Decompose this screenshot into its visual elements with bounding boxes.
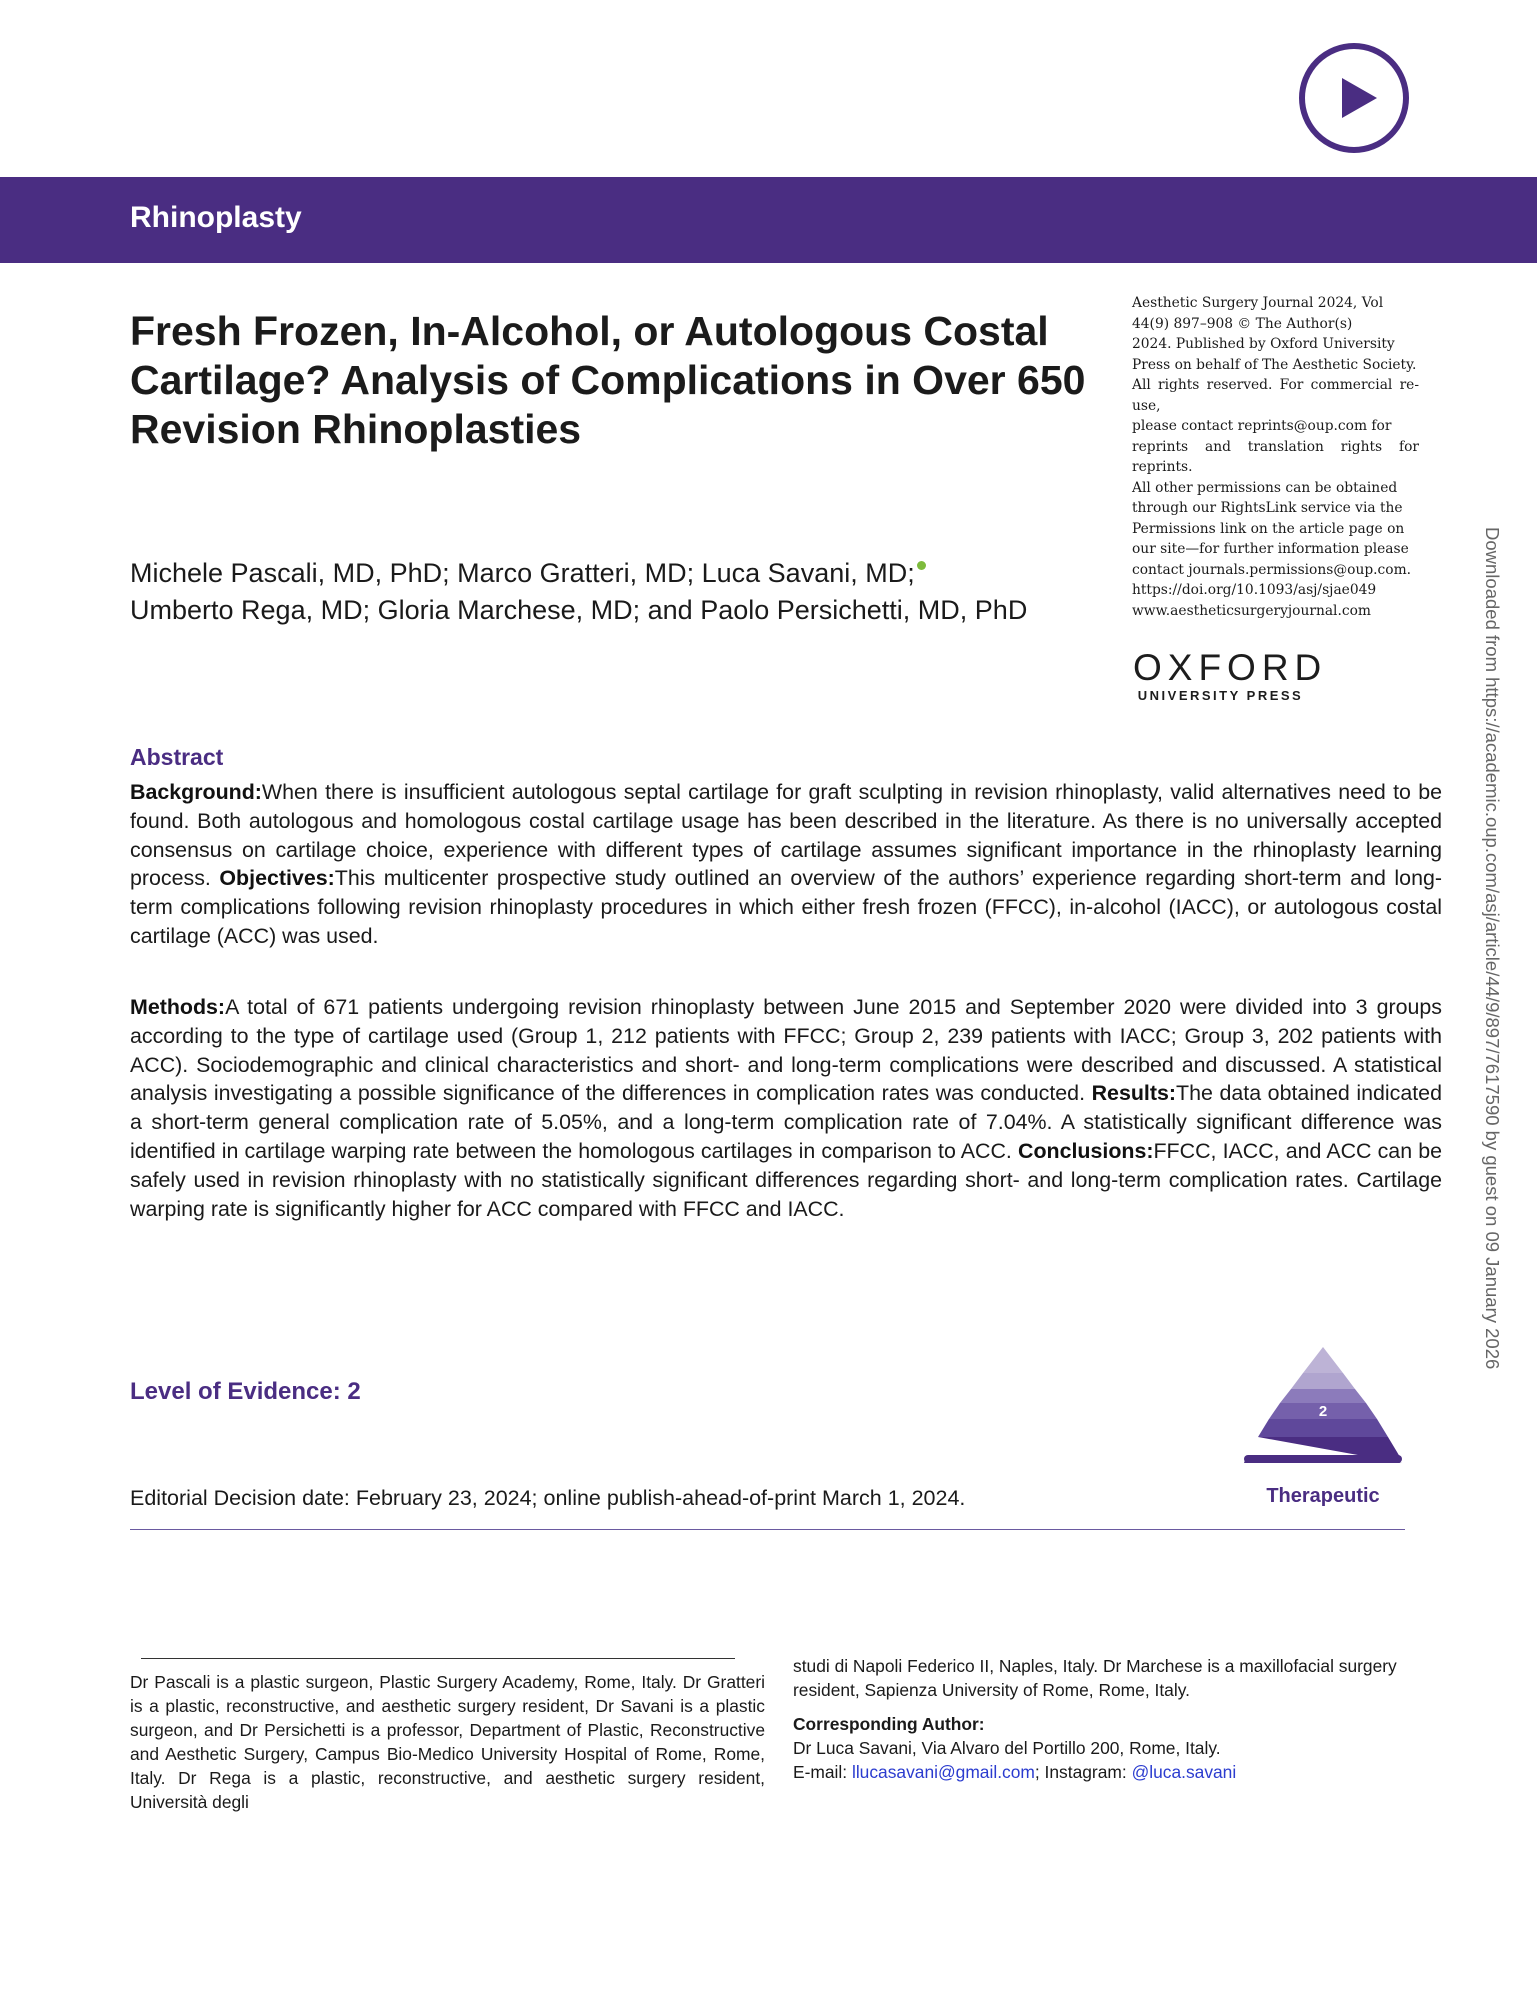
author-list <box>130 555 1027 629</box>
journal-meta-line: please contact reprints@oup.com for <box>1132 418 1392 434</box>
level-of-evidence: Level of Evidence: 2 <box>130 1378 361 1405</box>
abstract-paragraph-1 <box>130 778 1442 951</box>
oxford-logo <box>1133 647 1328 704</box>
orcid-icon[interactable] <box>917 561 926 570</box>
methods-label: Methods: <box>130 995 226 1019</box>
journal-meta-line: All other permissions can be obtained <box>1132 479 1398 496</box>
journal-meta-line: www.aestheticsurgeryjournal.com <box>1132 602 1371 619</box>
email-label: E-mail: <box>793 1762 848 1782</box>
results-text: The data obtained indicated a short-term general complication rate of 5.05%, and a long-term complication rate of 7.04%. A statistically significant difference was identified in cartilage warping rate between the homologous cartilages in comparison to ACC. <box>130 1081 1442 1163</box>
contact-line <box>793 1760 1433 1784</box>
editorial-dates: Editorial Decision date: February 23, 2024; online publish-ahead-of-print March 1, 2024. <box>130 1486 966 1510</box>
abstract-heading: Abstract <box>130 744 224 770</box>
journal-meta-line: Permissions link on the article page on <box>1132 520 1405 537</box>
journal-meta-line: 44(9) 897–908 © The Author(s) <box>1132 315 1353 332</box>
article-title: Fresh Frozen, In-Alcohol, or Autologous Costal Cartilage? Analysis of Complications in Over 650 Revision Rhinoplasties <box>130 308 1086 452</box>
background-text: When there is insufficient autologous septal cartilage for graft sculpting in revision rhinoplasty, valid alternatives need to be found. Both autologous and homologous costal cartilage usage has been described in the literature. As there is no universally accepted consensus on cartilage choice, experience with different types of cartilage assumes significant importance in the rhinoplasty learning process. <box>130 780 1442 891</box>
journal-meta-line: https://doi.org/10.1093/asj/sjae049 <box>1132 582 1377 598</box>
background-label: Background: <box>130 780 262 804</box>
journal-meta-line: our site—for further information please <box>1132 541 1409 557</box>
journal-meta-line: Aesthetic Surgery Journal 2024, Vol <box>1132 295 1384 311</box>
play-circle-icon[interactable] <box>1297 41 1411 155</box>
section-label: Rhinoplasty <box>130 201 302 234</box>
conclusions-text: FFCC, IACC, and ACC can be safely used in revision rhinoplasty with no statistically significant differences regarding short- and long-term complication rates. Cartilage warping rate is significantly higher for ACC compared with FFCC and IACC. <box>130 1138 1443 1221</box>
divider <box>130 1529 1405 1530</box>
conclusions-label: Conclusions: <box>1018 1138 1154 1163</box>
journal-meta-line: 2024. Published by Oxford University <box>1132 336 1395 352</box>
publisher-name: OXFORD <box>1133 647 1328 688</box>
instagram-label: ; Instagram: <box>1034 1762 1127 1782</box>
journal-meta-line: Press on behalf of The Aesthetic Society. <box>1132 356 1417 373</box>
journal-meta-line: through our RightsLink service via the <box>1132 500 1403 516</box>
objectives-text: This multicenter prospective study outlined an overview of the authors’ experience regarding short-term and long-term complications following revision rhinoplasty procedures in which either fresh frozen (FFCC), in-alcohol (IACC), or autologous costal cartilage (ACC) was used. <box>130 866 1442 948</box>
pyramid-tier-5 <box>1303 1347 1343 1373</box>
publisher-sub: UNIVERSITY PRESS <box>1137 688 1304 703</box>
pyramid-tier-2 <box>1258 1419 1388 1437</box>
pyramid-tier-4 <box>1280 1389 1366 1403</box>
journal-meta-line: All rights reserved. For commercial re-use, <box>1132 377 1419 414</box>
pyramid-level-text: 2 <box>1318 1403 1328 1420</box>
pyramid-caption: Therapeutic <box>1266 1485 1380 1507</box>
authors-line-2: Umberto Rega, MD; Gloria Marchese, MD; and Paolo Persichetti, MD, PhD <box>130 595 1028 625</box>
affiliations: Dr Pascali is a plastic surgeon, Plastic Surgery Academy, Rome, Italy. Dr Gratteri is a plastic, reconstructive, and aesthetic surgery resident, Dr Savani is a plastic surgeon, and Dr Persichetti is a professor, Department of Plastic, Reconstructive and Aesthetic Surgery, Campus Bio-Medico University Hospital of Rome, Rome, Italy. Dr Rega is a plastic, reconstructive, and aesthetic surgery resident, Università degli <box>130 1672 765 1812</box>
download-note-text: Downloaded from https://academic.oup.com/asj/article/44/9/897/7617590 by guest on 09 January 2026 <box>1482 527 1503 1370</box>
journal-meta-line: reprints and translation rights for reprints. <box>1132 438 1419 475</box>
instagram-link[interactable]: @luca.savani <box>1131 1762 1237 1782</box>
corresponding-heading: Corresponding Author: <box>793 1714 985 1734</box>
download-note <box>1477 527 1507 1477</box>
email-link[interactable]: llucasavani@gmail.com <box>851 1762 1035 1782</box>
methods-text: A total of 671 patients undergoing revision rhinoplasty between June 2015 and September 2020 were divided into 3 groups according to the type of cartilage used (Group 1, 212 patients with FFCC; Group 2, 239 patients with IACC; Group 3, 202 patients with ACC). Sociodemographic and clinical characteristics and short- and long-term complications were described and discussed. A statistical analysis investigating a possible significance of the differences in complication rates was conducted. <box>130 995 1442 1106</box>
footnote-rule <box>141 1658 735 1659</box>
footnote-right-column <box>793 1654 1433 1784</box>
results-label: Results: <box>1091 1081 1177 1106</box>
journal-meta-line: contact journals.permissions@oup.com. <box>1132 561 1412 578</box>
objectives-label: Objectives: <box>219 866 335 891</box>
corresponding-address: Dr Luca Savani, Via Alvaro del Portillo 200, Rome, Italy. <box>793 1738 1221 1758</box>
abstract-paragraph-2 <box>130 993 1442 1223</box>
pyramid-tier-5b <box>1291 1373 1355 1389</box>
evidence-pyramid-icon <box>1240 1345 1406 1523</box>
authors-line-1: Michele Pascali, MD, PhD; Marco Gratteri, MD; Luca Savani, MD; <box>130 558 915 588</box>
journal-meta <box>1132 293 1419 621</box>
affiliations-cont: studi di Napoli Federico II, Naples, Italy. Dr Marchese is a maxillofacial surgery resident, Sapienza University of Rome, Rome, Italy. <box>793 1656 1397 1700</box>
